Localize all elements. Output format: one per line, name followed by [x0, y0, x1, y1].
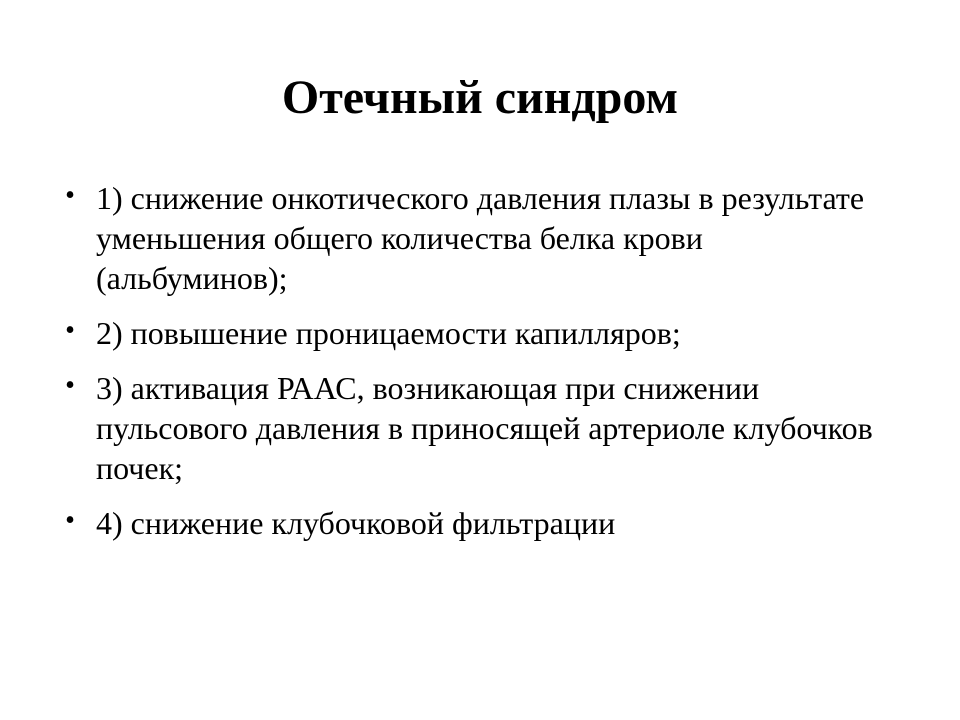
bullet-item: [65, 368, 886, 488]
bullet-list: [65, 178, 886, 558]
bullet-text: 3) активация РААС, возникающая при снижении пульсового давления в приносящей артериоле клубочков почек;: [96, 370, 873, 486]
slide-title: Отечный синдром: [281, 71, 679, 124]
bullet-text: 4) снижение клубочковой фильтрации: [96, 505, 616, 541]
bullet-item: [65, 313, 886, 353]
bullet-dot-icon: •: [65, 315, 75, 346]
bullet-dot-icon: •: [65, 370, 75, 401]
bullet-dot-icon: •: [65, 505, 75, 536]
bullet-text: 2) повышение проницаемости капилляров;: [96, 315, 681, 351]
bullet-item: [65, 178, 886, 298]
bullet-dot-icon: •: [65, 180, 75, 211]
bullet-item: [65, 503, 886, 543]
bullet-text: 1) снижение онкотического давления плазы в результате уменьшения общего количества белка крови (альбуминов);: [96, 180, 865, 296]
